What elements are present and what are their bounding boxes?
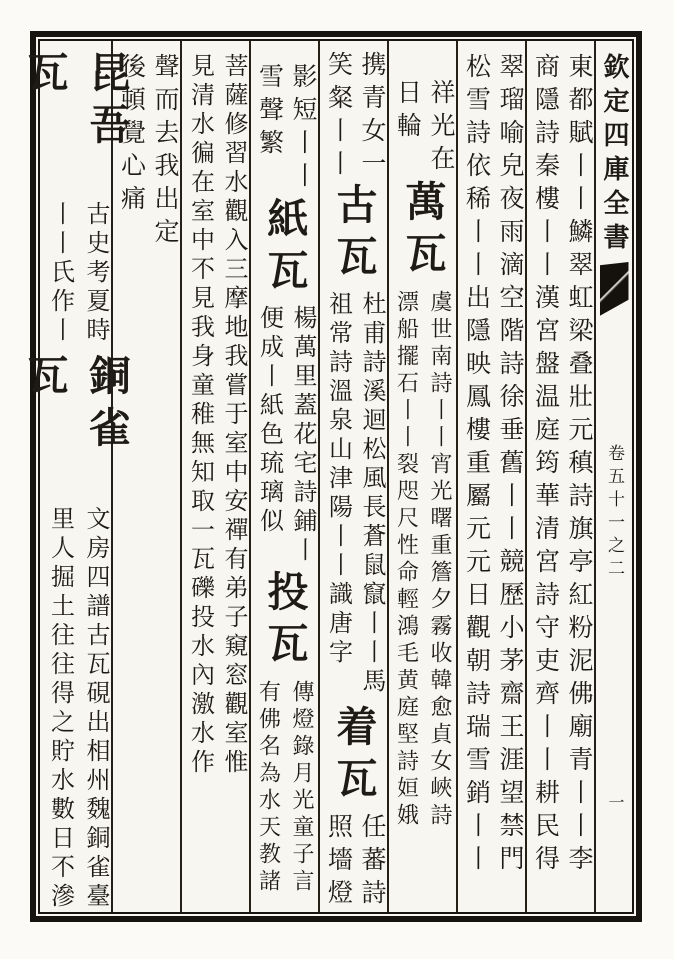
annotation-line-left: 有佛名為水天教諸: [256, 680, 282, 896]
annotation-line-left: 笑粲丨丨: [324, 51, 352, 183]
annotation-pair: [113, 53, 180, 251]
fishtail-icon: [600, 262, 629, 316]
annotation-line-right: 虞世南詩丨丨宵光曙重簷夕霧收韓愈貞女峽詩: [428, 290, 453, 830]
volume-label: 卷五十一之二: [605, 444, 624, 582]
annotation-line-left: 漂船擺石丨丨裂咫尺性命輕鴻毛黄庭堅詩姮娥: [394, 290, 420, 830]
entry-headword: 銅雀瓦: [21, 354, 130, 458]
annotation-pair: [251, 305, 318, 566]
text-column-6: [182, 41, 251, 912]
annotation-pair: [320, 51, 387, 183]
annotation-line-left: 便成丨紙色琉璃似: [255, 305, 282, 537]
annotation-pair: [389, 290, 456, 830]
entry-headword: 紙瓦: [261, 197, 308, 301]
annotation-line-right: 杜甫詩溪迴松風長蒼鼠竄丨丨馬: [358, 291, 384, 697]
text-column-2: [458, 41, 527, 912]
margin-strip: [596, 41, 632, 912]
entry-headword: 投瓦: [261, 570, 308, 674]
entry-headword: 古瓦: [330, 183, 377, 287]
annotation-line-right: 菩薩修習水觀入三摩地我嘗于室中安禪有弟子窺窓觀室惟: [220, 53, 246, 778]
annotation-line-left: 後頓覺心痛: [117, 53, 145, 218]
annotation-line-left: 丨丨氏作丨: [46, 201, 73, 346]
column-grid: [21, 41, 632, 912]
annotation-line-left: 祖常詩溫泉山津陽丨丨識唐字: [324, 291, 351, 668]
text-column-5: [251, 41, 320, 912]
annotation-line-left: 雪聲繁: [255, 63, 283, 162]
annotation-pair: [182, 53, 249, 778]
entry-headword: 昆吾瓦: [21, 51, 130, 155]
annotation-pair: [251, 680, 318, 896]
annotation-pair: [320, 291, 387, 697]
annotation-pair: [320, 813, 387, 912]
annotation-line-right: 文房四譜古瓦硯出相州魏銅雀臺: [82, 506, 108, 912]
text-column-8: [21, 41, 130, 912]
annotation-pair: [527, 53, 594, 878]
page-number: 一: [606, 794, 623, 810]
annotation-line-right: 東都賦丨丨鱗翠虹梁叠壯元稹詩旗亭紅粉泥佛廟青丨丨李: [565, 53, 592, 878]
annotation-line-right: 楊萬里蓋花宅詩鋪丨: [289, 305, 315, 566]
text-column-1: [527, 41, 596, 912]
annotation-pair: [458, 53, 525, 878]
annotation-line-left: 見清水徧在室中不見我身童稚無知取一瓦礫投水內激水作: [186, 53, 213, 778]
page-border: [21, 31, 642, 922]
annotation-line-right: 聲而去我出定: [151, 53, 178, 251]
annotation-pair: [40, 506, 111, 912]
text-column-7: [113, 41, 182, 912]
annotation-line-left: 松雪詩依稀丨丨出隱映鳳樓重屬元元日觀朝詩瑞雪銷丨丨: [462, 53, 490, 878]
text-column-4: [320, 41, 389, 912]
annotation-line-right: 傳燈錄月光童子言: [290, 680, 315, 896]
annotation-line-right: 影短丨丨: [289, 63, 316, 195]
annotation-line-right: 任蕃詩: [358, 813, 385, 912]
annotation-line-right: 古史考夏時: [82, 201, 108, 346]
book-title: 欽定四庫全書: [600, 53, 629, 257]
annotation-line-left: 商隱詩秦樓丨丨漢宮盤温庭筠華清宮詩守吏齊丨丨耕民得: [531, 53, 559, 878]
entry-headword: 着瓦: [330, 705, 377, 809]
annotation-pair: [40, 201, 111, 346]
text-column-3: [389, 41, 458, 912]
annotation-line-left: 照墻燈: [324, 813, 352, 912]
annotation-line-right: 携青女一: [358, 51, 385, 183]
annotation-line-left: 日輪: [393, 79, 421, 145]
annotation-line-left: 里人掘土往往得之貯水數日不滲: [46, 506, 73, 912]
annotation-pair: [389, 79, 456, 178]
entry-headword: 萬瓦: [399, 180, 446, 284]
annotation-pair: [251, 63, 318, 195]
annotation-line-right: 翠瑠喻皃夜雨滴空階詩徐垂舊丨丨競歷小茅齋王涯望禁門: [496, 53, 523, 878]
annotation-line-right: 祥光在: [427, 79, 454, 178]
text-frame: [21, 39, 634, 914]
